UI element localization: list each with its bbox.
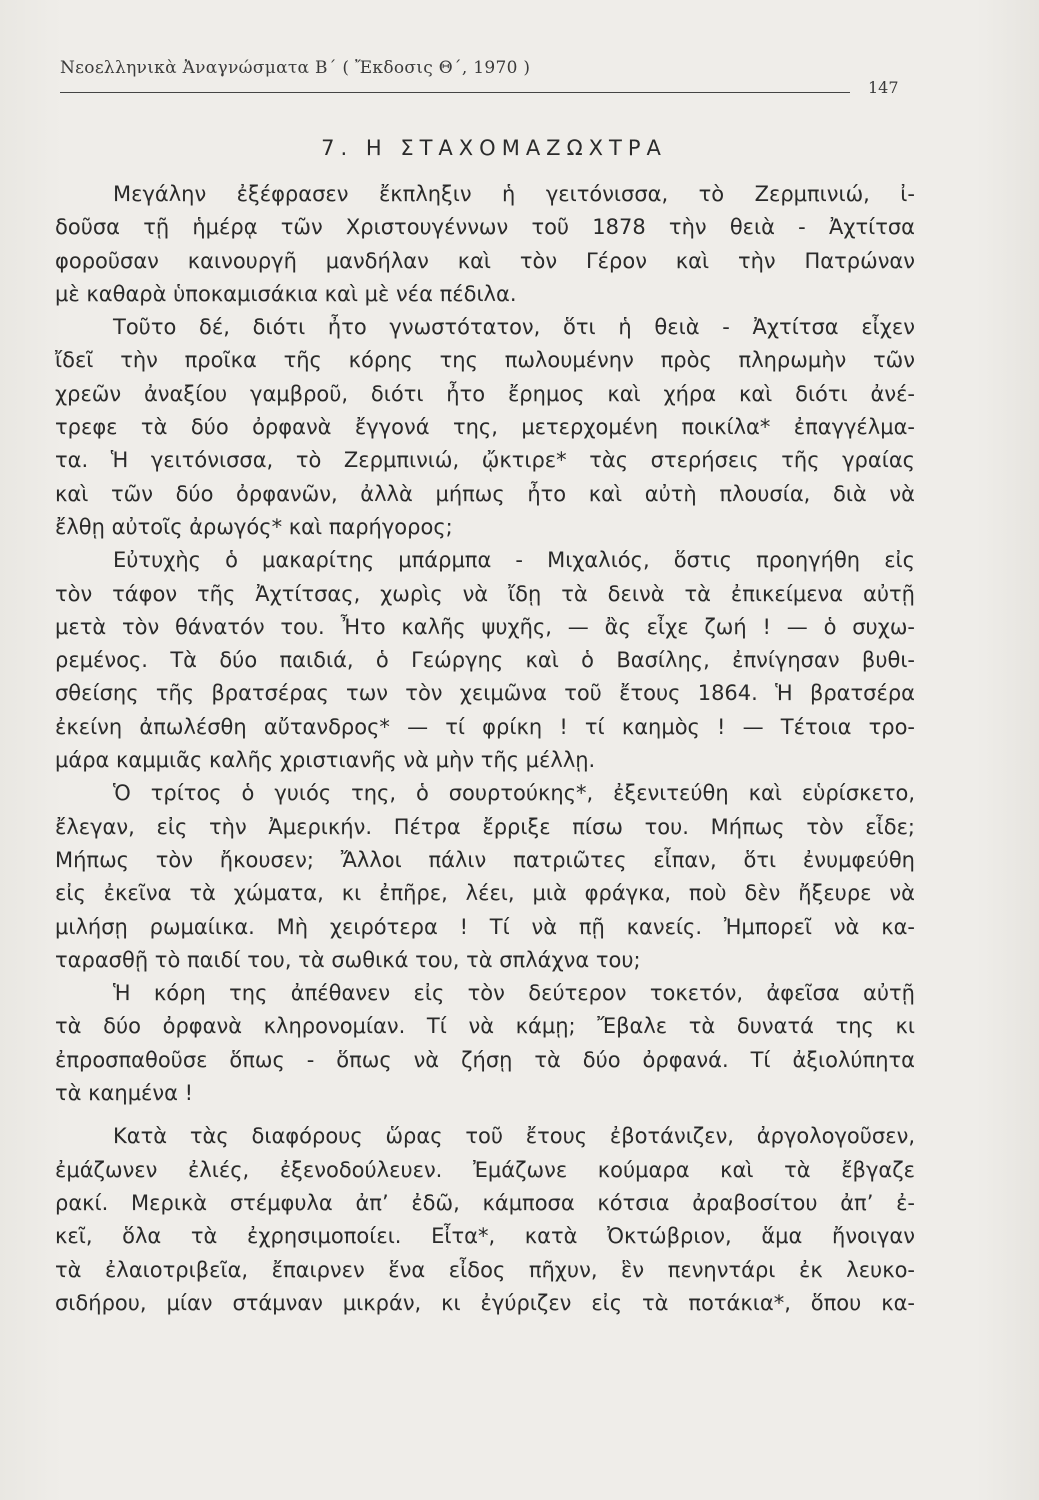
text-line: τα. Ἡ γειτόνισσα, τὸ Ζερμπινιώ, ᾤκτιρε* τὰς στερήσεις τῆς γραίας [55, 448, 915, 473]
text-line: χρεῶν ἀναξίου γαμβροῦ, διότι ἦτο ἔρημος καὶ χήρα καὶ διότι ἀνέ- [55, 381, 915, 406]
text-line: ἐμάζωνεν ἐλιές, ἐξενοδούλευεν. Ἐμάζωνε κούμαρα καὶ τὰ ἔβγαζε [55, 1157, 915, 1182]
text-line: ἔλεγαν, εἰς τὴν Ἀμερικήν. Πέτρα ἔρριξε πίσω του. Μήπως τὸν εἶδε; [55, 814, 915, 839]
text-line: ἐκείνη ἀπωλέσθη αὔτανδρος* — τί φρίκη ! τί καημὸς ! — Τέτοια τρο- [55, 714, 915, 739]
text-line: τὰ ἐλαιοτριβεῖα, ἔπαιρνεν ἕνα εἶδος πῆχυν, ἓν πενηντάρι ἐκ λευκο- [55, 1257, 915, 1282]
text-line: ρακί. Μερικὰ στέμφυλα ἀπ’ ἐδῶ, κάμποσα κότσια ἀραβοσίτου ἀπ’ ἐ- [55, 1190, 915, 1215]
text-line: κεῖ, ὅλα τὰ ἐχρησιμοποίει. Εἶτα*, κατὰ Ὀκτώβριον, ἅμα ἤνοιγαν [55, 1224, 915, 1249]
text-line: ρεμένος. Τὰ δύο παιδιά, ὁ Γεώργης καὶ ὁ Βασίλης, ἐπνίγησαν βυθι- [55, 648, 915, 673]
text-line: δοῦσα τῇ ἡμέρᾳ τῶν Χριστουγέννων τοῦ 1878 τὴν θειὰ - Ἀχτίτσα [55, 215, 915, 240]
text-line: Μεγάλην ἐξέφρασεν ἔκπληξιν ἡ γειτόνισσα, τὸ Ζερμπινιώ, ἰ- [113, 182, 915, 206]
paragraph [55, 777, 915, 977]
running-header-title: Νεοελληνικὰ Ἀναγνώσματα Β΄ ( Ἔκδοσις Θ΄, 1970 ) [60, 58, 531, 78]
text-line: σθείσης τῆς βρατσέρας των τὸν χειμῶνα τοῦ ἔτους 1864. Ἡ βρατσέρα [55, 681, 915, 706]
paragraph [55, 977, 915, 1110]
text-line: μάρα καμμιᾶς καλῆς χριστιανῆς νὰ μὴν τῆς μέλλῃ. [55, 748, 596, 773]
text-line: Ὁ τρίτος ὁ γυιός της, ὁ σουρτούκης*, ἐξενιτεύθη καὶ εὑρίσκετο, [113, 781, 915, 806]
paragraph [55, 178, 915, 311]
text-line: φοροῦσαν καινουργῆ μανδήλαν καὶ τὸν Γέρον καὶ τὴν Πατρώναν [55, 248, 915, 273]
text-line: Κατὰ τὰς διαφόρους ὥρας τοῦ ἔτους ἐβοτάνιζεν, ἀργολογοῦσεν, [113, 1124, 915, 1149]
text-line: Ἡ κόρη της ἀπέθανεν εἰς τὸν δεύτερον τοκετόν, ἀφεῖσα αὐτῇ [113, 981, 915, 1006]
text-line: τρεφε τὰ δύο ὀρφανὰ ἔγγονά της, μετερχομένη ποικίλα* ἐπαγγέλμα- [55, 415, 915, 440]
text-line: Εὐτυχὴς ὁ μακαρίτης μπάρμπα - Μιχαλιός, ὅστις προηγήθη εἰς [113, 548, 915, 573]
paragraph-gap [55, 1110, 915, 1120]
text-line: ταρασθῇ τὸ παιδί του, τὰ σωθικά του, τὰ σπλάχνα του; [55, 947, 641, 972]
chapter-title: 7. Η ΣΤΑΧΟΜΑΖΩΧΤΡΑ [321, 136, 667, 160]
text-line: εἰς ἐκεῖνα τὰ χώματα, κι ἐπῆρε, λέει, μιὰ φράγκα, ποὺ δὲν ἤξευρε νὰ [55, 881, 915, 906]
text-line: τὰ δύο ὀρφανὰ κληρονομίαν. Τί νὰ κάμῃ; Ἔβαλε τὰ δυνατά της κι [55, 1014, 915, 1039]
body-text [55, 178, 915, 1320]
text-line: σιδήρου, μίαν στάμναν μικράν, κι ἐγύριζεν εἰς τὰ ποτάκια*, ὅπου κα- [55, 1290, 915, 1315]
text-line: τὰ καημένα ! [55, 1081, 194, 1106]
page-number: 147 [868, 78, 899, 97]
text-line: καὶ τῶν δύο ὀρφανῶν, ἀλλὰ μήπως ἦτο καὶ αὐτὴ πλουσία, διὰ νὰ [55, 481, 915, 506]
text-line: μετὰ τὸν θάνατόν του. Ἦτο καλῆς ψυχῆς, — ἂς εἶχε ζωή ! — ὁ συχω- [55, 614, 915, 639]
text-line: ἐπροσπαθοῦσε ὅπως - ὅπως νὰ ζήσῃ τὰ δύο ὀρφανά. Τί ἀξιολύπητα [55, 1047, 915, 1072]
paragraph [55, 311, 915, 544]
paragraph [55, 544, 915, 777]
text-line: τὸν τάφον τῆς Ἀχτίτσας, χωρὶς νὰ ἴδῃ τὰ δεινὰ τὰ ἐπικείμενα αὐτῇ [55, 581, 915, 606]
text-line: Τοῦτο δέ, διότι ἦτο γνωστότατον, ὅτι ἡ θειὰ - Ἀχτίτσα εἶχεν [113, 315, 915, 340]
text-line: ἔλθῃ αὐτοῖς ἀρωγός* καὶ παρήγορος; [55, 514, 453, 539]
paragraph [55, 1120, 915, 1320]
text-line: μιλήσῃ ρωμαίικα. Μὴ χειρότερα ! Τί νὰ πῇ κανείς. Ἠμπορεῖ νὰ κα- [55, 914, 915, 939]
text-line: ἴδεῖ τὴν προῖκα τῆς κόρης της πωλουμένην πρὸς πληρωμὴν τῶν [55, 348, 915, 373]
header-rule [60, 92, 850, 93]
text-line: μὲ καθαρὰ ὑποκαμισάκια καὶ μὲ νέα πέδιλα. [55, 281, 517, 306]
text-line: Μήπως τὸν ἤκουσεν; Ἄλλοι πάλιν πατριῶτες εἶπαν, ὅτι ἐνυμφεύθη [55, 847, 915, 872]
